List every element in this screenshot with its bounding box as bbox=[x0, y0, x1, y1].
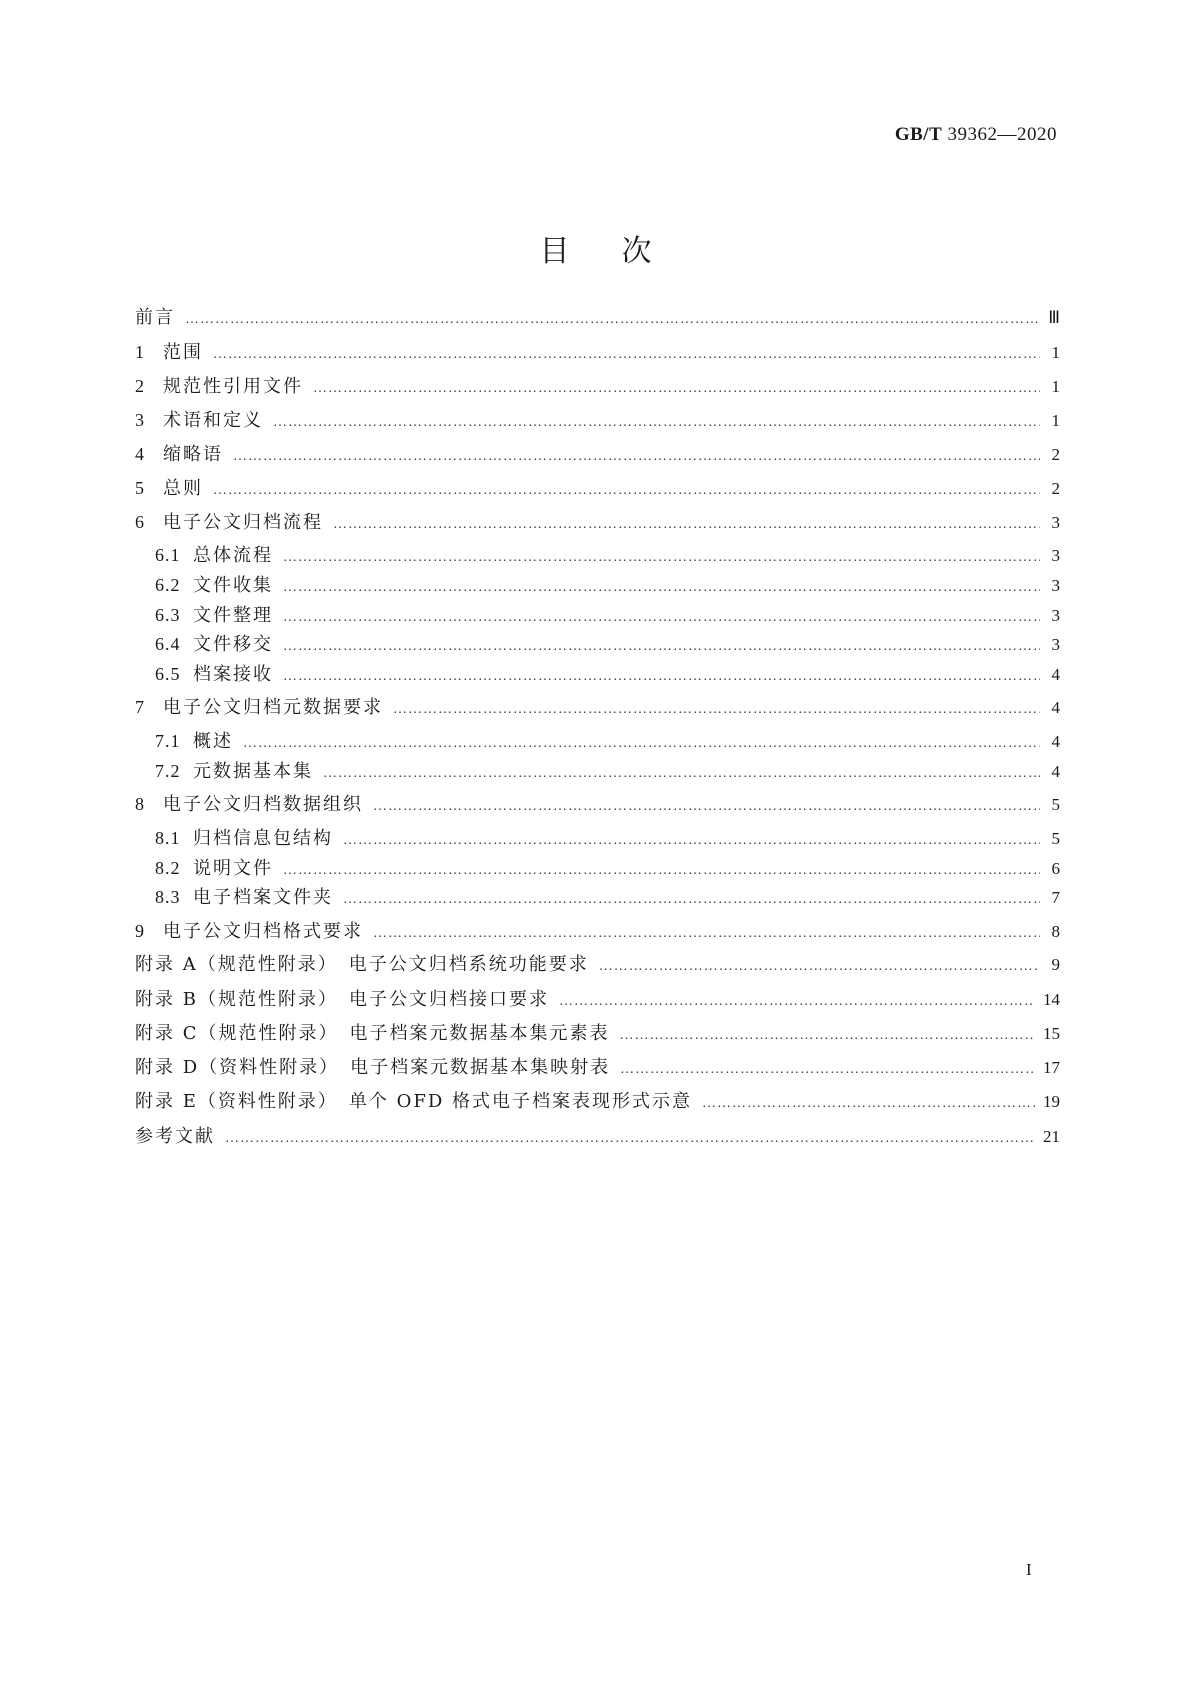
toc-entry-leader-dots bbox=[233, 442, 1040, 472]
toc-entry-leader-dots bbox=[702, 1089, 1035, 1119]
toc-entry-label: 规范性引用文件 bbox=[163, 376, 303, 397]
toc-entry-label: 档案接收 bbox=[193, 664, 273, 685]
toc-entry-label: 文件整理 bbox=[193, 605, 273, 626]
toc-entry-label: 电子档案文件夹 bbox=[193, 887, 333, 908]
toc-entry-label: 术语和定义 bbox=[163, 410, 263, 431]
toc-entry-page: 4 bbox=[1051, 698, 1060, 717]
toc-entry-label: 电子公文归档格式要求 bbox=[163, 921, 363, 942]
toc-entry-number: 8 bbox=[135, 794, 145, 814]
toc-entry[interactable] bbox=[135, 1053, 1060, 1083]
toc-entry-number: 6.2 bbox=[155, 575, 181, 595]
toc-entry-leader-dots bbox=[559, 987, 1035, 1017]
toc-entry-leader-dots bbox=[343, 885, 1040, 915]
page-title: 目次 bbox=[539, 234, 704, 269]
toc-entry-page: 4 bbox=[1051, 732, 1060, 751]
toc-entry-label: 前言 bbox=[135, 307, 175, 328]
toc-entry-page: 7 bbox=[1051, 888, 1060, 907]
toc-entry-label: 附录 B（规范性附录） 电子公文归档接口要求 bbox=[135, 989, 549, 1010]
toc-entry-page: 3 bbox=[1051, 576, 1060, 595]
toc-entry-page: 4 bbox=[1051, 665, 1060, 684]
toc-entry[interactable] bbox=[135, 1019, 1060, 1049]
toc-entry-number: 7 bbox=[135, 697, 145, 717]
toc-entry[interactable] bbox=[155, 853, 1060, 883]
toc-entry-number: 8.3 bbox=[155, 887, 181, 907]
toc-entry[interactable] bbox=[155, 823, 1060, 853]
toc-entry[interactable] bbox=[135, 473, 1060, 503]
toc-entry-number: 6.3 bbox=[155, 605, 181, 625]
toc-entry[interactable] bbox=[155, 726, 1060, 756]
toc-entry-leader-dots bbox=[373, 792, 1040, 822]
toc-entry-label: 附录 C（规范性附录） 电子档案元数据基本集元素表 bbox=[135, 1023, 610, 1044]
toc-entry-label: 附录 E（资料性附录） 单个 OFD 格式电子档案表现形式示意 bbox=[135, 1091, 692, 1112]
toc-entry-page: 8 bbox=[1051, 922, 1060, 941]
toc-entry[interactable] bbox=[135, 405, 1060, 435]
toc-entry[interactable] bbox=[135, 916, 1060, 946]
toc-entry-leader-dots bbox=[283, 573, 1040, 603]
toc-entry-page: 3 bbox=[1051, 546, 1060, 565]
toc-entry-page: 14 bbox=[1043, 990, 1060, 1009]
toc-entry-page: 2 bbox=[1051, 479, 1060, 498]
toc-entry-leader-dots bbox=[620, 1055, 1035, 1085]
toc-entry-page: 2 bbox=[1051, 445, 1060, 464]
toc-entry-leader-dots bbox=[213, 340, 1040, 370]
toc-entry[interactable] bbox=[135, 303, 1060, 333]
toc-entry-label: 附录 A（规范性附录） 电子公文归档系统功能要求 bbox=[135, 954, 589, 975]
toc-entry-leader-dots bbox=[393, 695, 1040, 725]
toc-entry-label: 文件收集 bbox=[193, 575, 273, 596]
toc-entry-page: 5 bbox=[1051, 795, 1060, 814]
toc-entry-page: 1 bbox=[1051, 343, 1060, 362]
toc-entry[interactable] bbox=[155, 629, 1060, 659]
toc-entry-page: 1 bbox=[1051, 411, 1060, 430]
toc-entry-leader-dots bbox=[283, 543, 1040, 573]
toc-entry-label: 附录 D（资料性附录） 电子档案元数据基本集映射表 bbox=[135, 1057, 611, 1078]
toc-entry-number: 8.1 bbox=[155, 828, 181, 848]
footer-page-number: I bbox=[1026, 1560, 1032, 1579]
toc-entry-number: 6.1 bbox=[155, 545, 181, 565]
toc-entry-label: 参考文献 bbox=[135, 1126, 215, 1147]
toc-entry-label: 电子公文归档数据组织 bbox=[163, 794, 363, 815]
toc-entry[interactable] bbox=[135, 985, 1060, 1015]
toc-entry[interactable] bbox=[135, 789, 1060, 819]
toc-entry-page: Ⅲ bbox=[1048, 308, 1060, 327]
toc-entry-label: 总体流程 bbox=[193, 545, 273, 566]
toc-entry-leader-dots bbox=[185, 305, 1040, 335]
toc-entry-number: 6 bbox=[135, 512, 145, 532]
toc-entry-number: 7.1 bbox=[155, 731, 181, 751]
toc-entry-page: 15 bbox=[1043, 1024, 1060, 1043]
toc-entry-page: 17 bbox=[1043, 1058, 1060, 1077]
toc-entry-number: 4 bbox=[135, 444, 145, 464]
toc-entry-label: 概述 bbox=[193, 731, 233, 752]
toc-entry-number: 8.2 bbox=[155, 858, 181, 878]
toc-entry[interactable] bbox=[155, 600, 1060, 630]
toc-entry-leader-dots bbox=[213, 476, 1040, 506]
toc-entry-page: 6 bbox=[1051, 859, 1060, 878]
toc-entry[interactable] bbox=[135, 507, 1060, 537]
toc-entry-leader-dots bbox=[313, 374, 1040, 404]
toc-entry-leader-dots bbox=[343, 826, 1040, 856]
toc-entry-leader-dots bbox=[323, 759, 1040, 789]
toc-entry[interactable] bbox=[155, 659, 1060, 689]
toc-entry-label: 元数据基本集 bbox=[193, 761, 313, 782]
toc-entry-leader-dots bbox=[243, 729, 1040, 759]
toc-entry-leader-dots bbox=[620, 1021, 1036, 1051]
toc-entry-leader-dots bbox=[283, 632, 1040, 662]
toc-entry-label: 范围 bbox=[163, 342, 203, 363]
standard-code-number: 39362—2020 bbox=[947, 124, 1057, 145]
toc-entry[interactable] bbox=[155, 882, 1060, 912]
toc-entry[interactable] bbox=[135, 692, 1060, 722]
toc-entry-label: 电子公文归档元数据要求 bbox=[163, 697, 383, 718]
toc-entry-leader-dots bbox=[373, 919, 1040, 949]
toc-entry-label: 电子公文归档流程 bbox=[163, 512, 323, 533]
toc-entry-number: 5 bbox=[135, 478, 145, 498]
toc-entry-leader-dots bbox=[283, 662, 1040, 692]
toc-entry-page: 3 bbox=[1051, 606, 1060, 625]
toc-entry-page: 3 bbox=[1051, 635, 1060, 654]
toc-entry-number: 9 bbox=[135, 921, 145, 941]
toc-entry[interactable] bbox=[135, 439, 1060, 469]
toc-entry-number: 6.4 bbox=[155, 634, 181, 654]
toc-entry-number: 3 bbox=[135, 410, 145, 430]
toc-entry-leader-dots bbox=[273, 408, 1040, 438]
toc-entry[interactable] bbox=[135, 337, 1060, 367]
toc-entry[interactable] bbox=[155, 570, 1060, 600]
toc-entry-page: 9 bbox=[1051, 955, 1060, 974]
toc-entry[interactable] bbox=[135, 1122, 1060, 1152]
toc-entry-leader-dots bbox=[225, 1124, 1035, 1154]
toc-entry-page: 21 bbox=[1043, 1127, 1060, 1146]
toc-entry[interactable] bbox=[135, 950, 1060, 980]
toc-entry[interactable] bbox=[135, 1087, 1060, 1117]
toc-entry[interactable] bbox=[155, 756, 1060, 786]
toc-entry-label: 缩略语 bbox=[163, 444, 223, 465]
toc-entry-page: 5 bbox=[1051, 829, 1060, 848]
toc-entry-label: 文件移交 bbox=[193, 634, 273, 655]
toc-entry-leader-dots bbox=[599, 952, 1040, 982]
toc-entry-label: 归档信息包结构 bbox=[193, 828, 333, 849]
toc-entry-page: 1 bbox=[1051, 377, 1060, 396]
toc-entry[interactable] bbox=[135, 371, 1060, 401]
toc-entry[interactable] bbox=[155, 540, 1060, 570]
toc-entry-number: 1 bbox=[135, 342, 145, 362]
toc-entry-leader-dots bbox=[333, 510, 1040, 540]
standard-code-prefix: GB/T bbox=[894, 124, 943, 145]
toc-entry-number: 2 bbox=[135, 376, 145, 396]
toc-entry-page: 3 bbox=[1051, 513, 1060, 532]
toc-entry-number: 7.2 bbox=[155, 761, 181, 781]
toc-entry-number: 6.5 bbox=[155, 664, 181, 684]
toc-entry-label: 说明文件 bbox=[193, 858, 273, 879]
standard-code bbox=[895, 124, 1057, 146]
toc-entry-page: 19 bbox=[1043, 1092, 1060, 1111]
toc-entry-page: 4 bbox=[1051, 762, 1060, 781]
toc-entry-label: 总则 bbox=[163, 478, 203, 499]
